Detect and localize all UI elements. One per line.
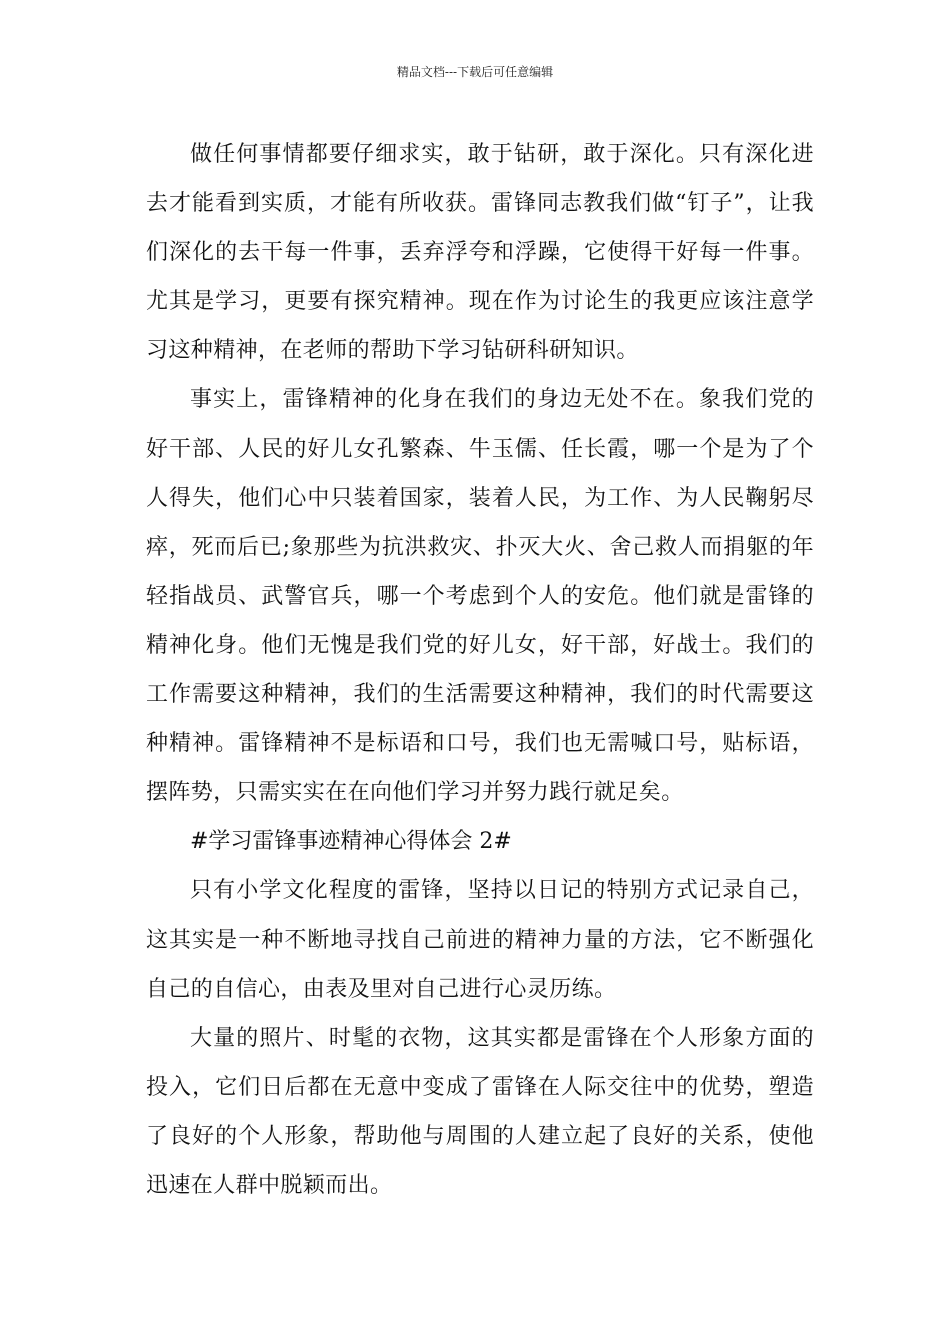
paragraph-1: 做任何事情都要仔细求实，敢于钻研，敢于深化。只有深化进去才能看到实质，才能有所收获。雷锋同志教我们做“钉子”，让我们深化的去干每一件事，丢弃浮夸和浮躁，它使得干好每一件事。尤其是学习，更要有探究精神。现在作为讨论生的我更应该注意学习这种精神，在老师的帮助下学习钻研科研知识。 [146,142,814,364]
paragraph-2: 事实上，雷锋精神的化身在我们的身边无处不在。象我们党的好干部、人民的好儿女孔繁森、牛玉儒、任长霞，哪一个是为了个人得失，他们心中只装着国家，装着人民，为工作、为人民鞠躬尽瘁，死而后已;象那些为抗洪救灾、扑灭大火、舍己救人而捐躯的年轻指战员、武警官兵，哪一个考虑到个人的安危。他们就是雷锋的精神化身。他们无愧是我们党的好儿女，好干部，好战士。我们的工作需要这种精神，我们的生活需要这种精神，我们的时代需要这种精神。雷锋精神不是标语和口号，我们也无需喊口号，贴标语，摆阵势，只需实实在在向他们学习并努力践行就足矣。 [146,387,814,806]
page-header: 精品文档---下载后可任意编辑 [396,65,554,79]
document-body [146,130,814,1210]
paragraph-4: 大量的照片、时髦的衣物，这其实都是雷锋在个人形象方面的投入，它们日后都在无意中变成了雷锋在人际交往中的优势，塑造了良好的个人形象，帮助他与周围的人建立起了良好的关系，使他迅速在人群中脱颖而出。 [146,1025,814,1198]
section-heading: #学习雷锋事迹精神心得体会 2# [190,829,512,855]
paragraph-3: 只有小学文化程度的雷锋，坚持以日记的特别方式记录自己，这其实是一种不断地寻找自己前进的精神力量的方法，它不断强化自己的自信心，由表及里对自己进行心灵历练。 [146,878,814,1002]
